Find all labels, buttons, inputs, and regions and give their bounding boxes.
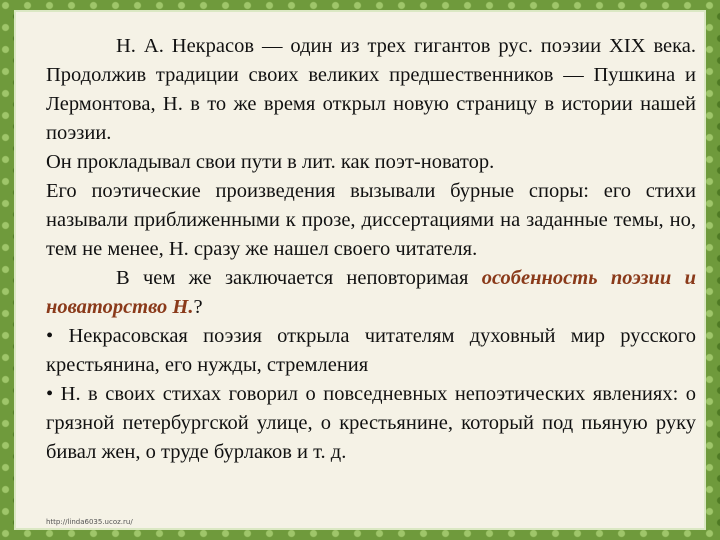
paragraph-question — [46, 264, 696, 322]
bullet-everyday-phenomena: • Н. в своих стихах говорил о повседневных непоэтических явлениях: о грязной петербургской улице, о крестьянине, который под пьяную руку бивал жен, о труде бурлаков и т. д. — [46, 383, 696, 463]
question-start: В чем же заключается неповторимая — [116, 267, 482, 289]
footer-source-link[interactable]: http://linda6035.ucoz.ru/ — [46, 518, 133, 526]
bullet-peasant-world: • Некрасовская поэзия открыла читателям духовный мир русского крестьянина, его нужды, стремления — [46, 325, 696, 376]
paragraph-debates: Его поэтические произведения вызывали бурные споры: его стихи называли приближенными к прозе, диссертациями на заданные темы, но, тем не менее, Н. сразу же нашел своего читателя. — [46, 180, 696, 260]
paragraph-intro: Н. А. Некрасов — один из трех гигантов рус. поэзии XIX века. Продолжив традиции своих великих предшественников — Пушкина и Лермонтова, Н. в то же время открыл новую страницу в истории нашей поэзии. — [46, 35, 696, 144]
question-end: ? — [193, 296, 203, 318]
paragraph-innovator: Он прокладывал свои пути в лит. как поэт-новатор. — [46, 151, 495, 173]
slide-paper — [14, 10, 706, 530]
slide-content — [46, 32, 696, 467]
question-highlight: особенность поэзии и новаторство Н. — [46, 267, 696, 318]
